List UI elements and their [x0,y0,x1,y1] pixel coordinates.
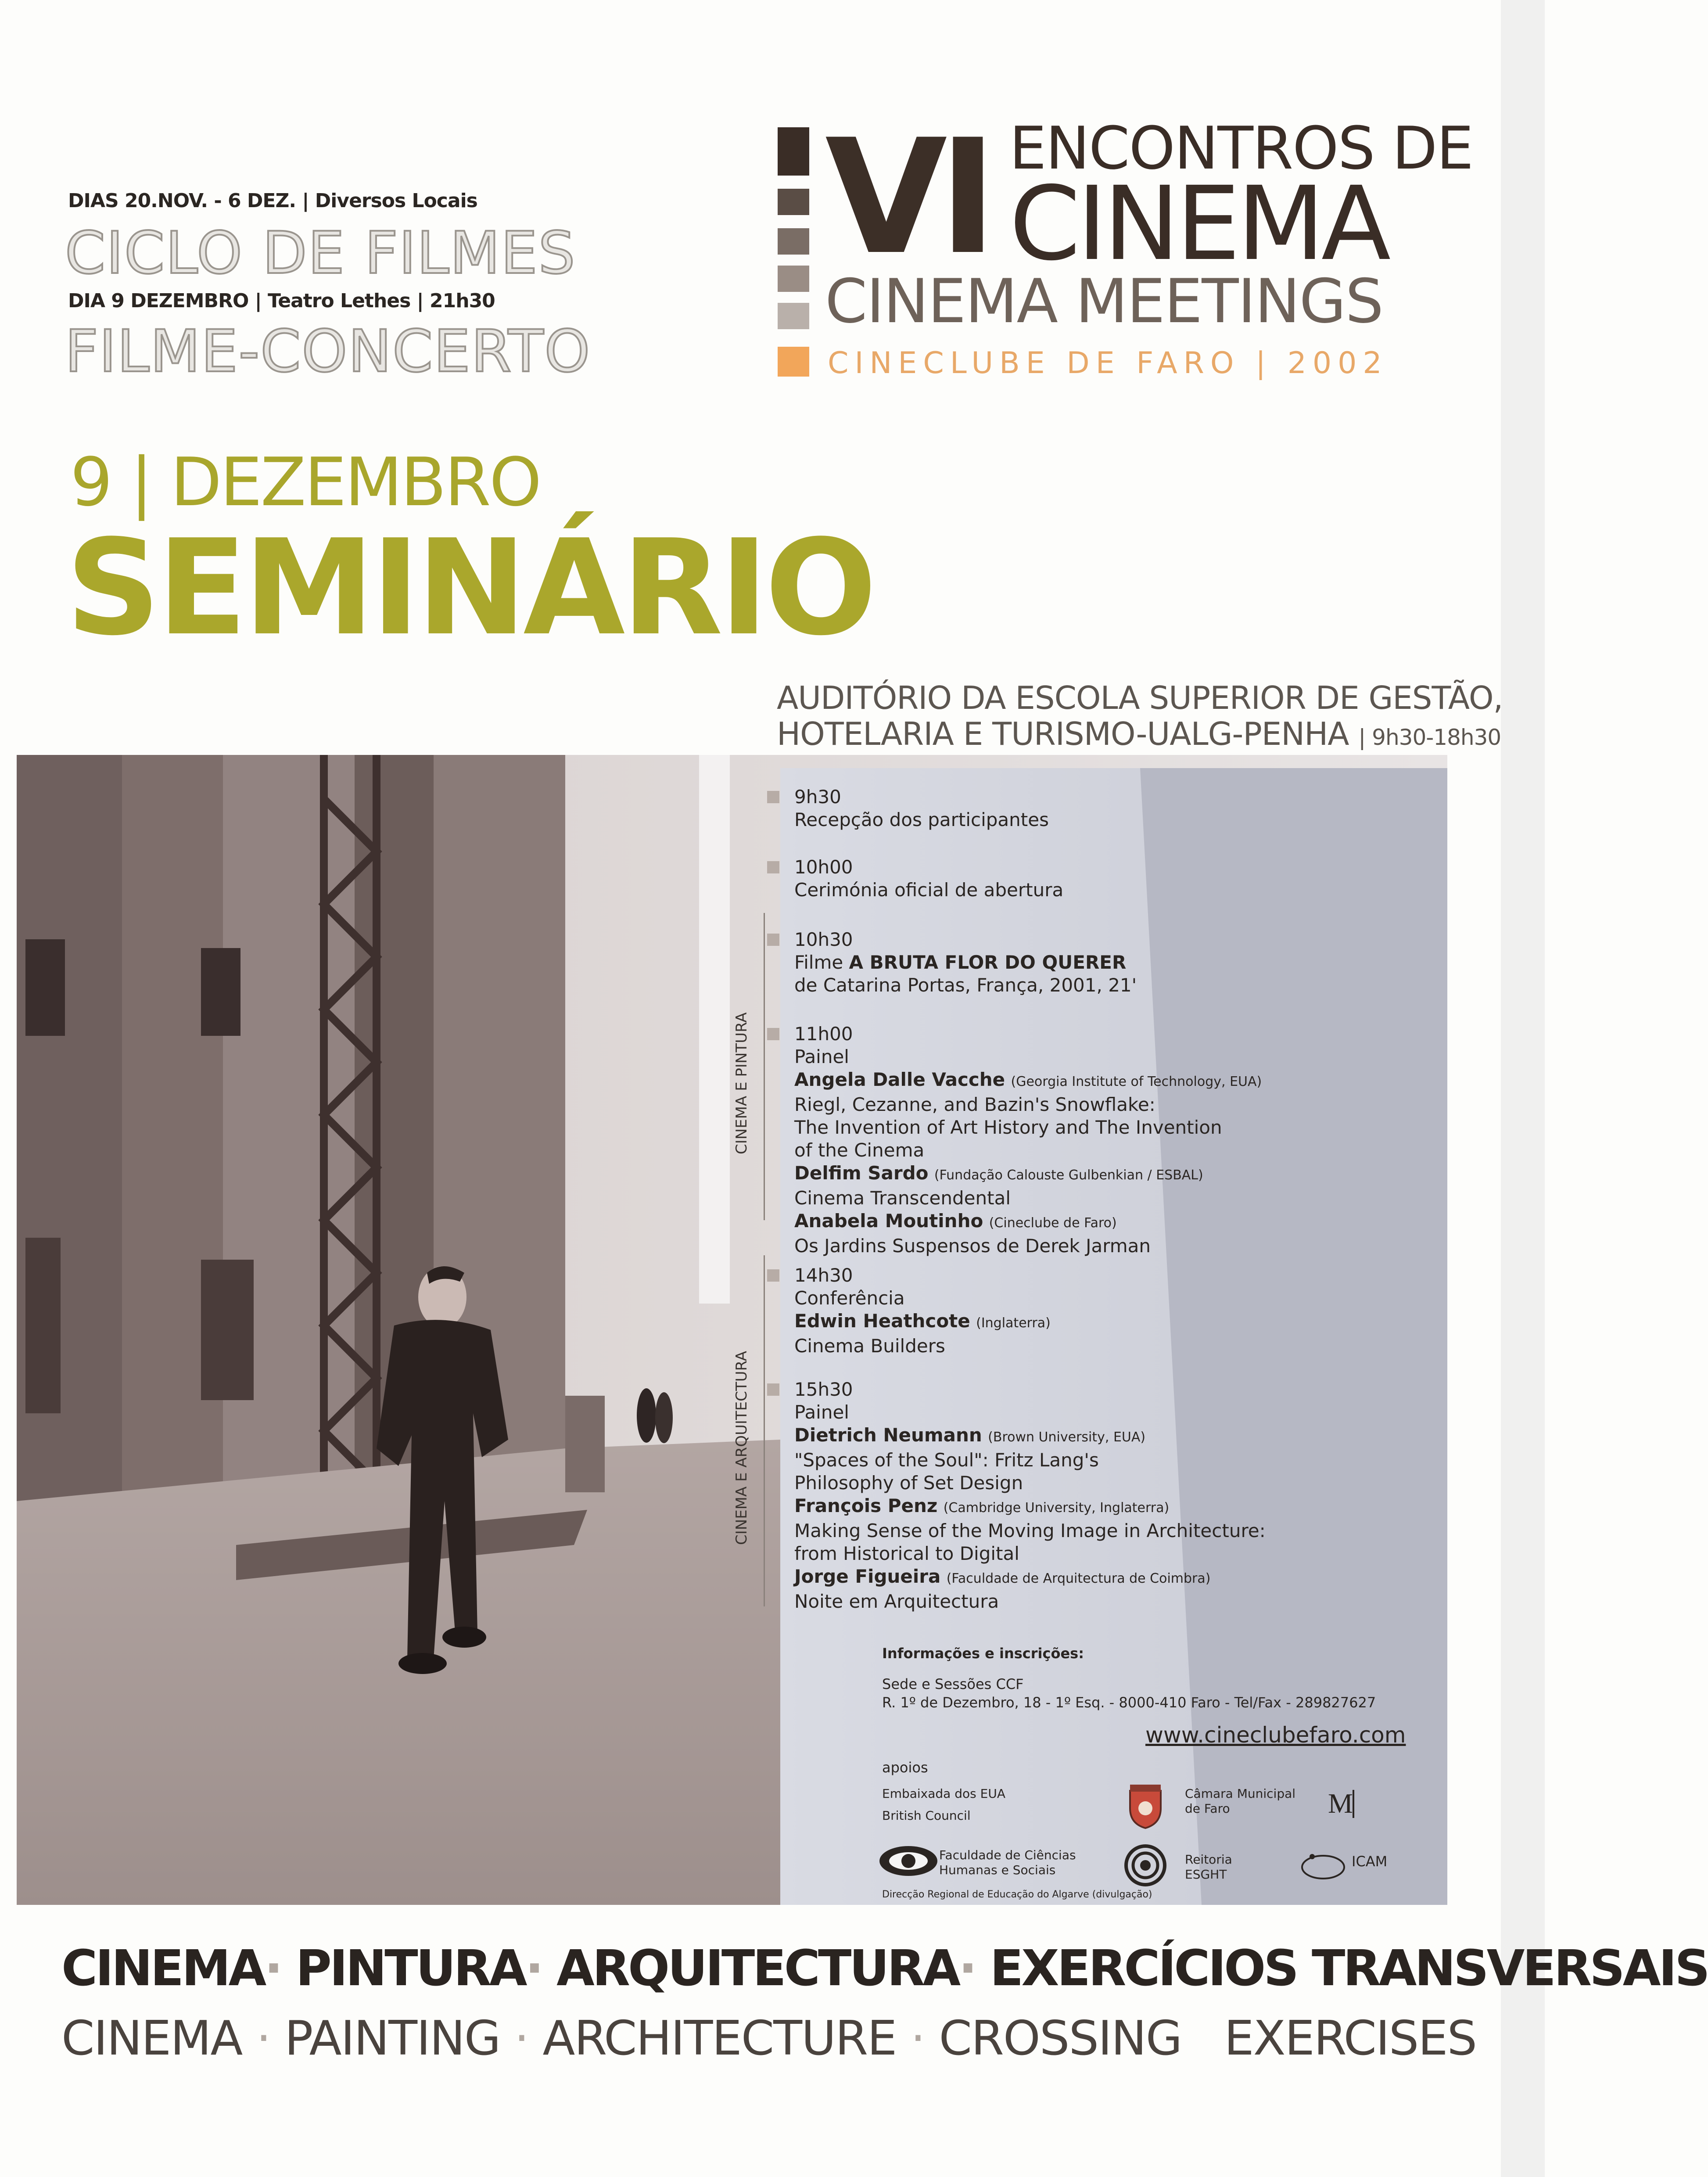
sponsors-label: apoios [882,1759,928,1776]
sponsor-camara-line2: de Faro [1185,1801,1230,1816]
footer-themes-pt [61,1940,1708,1997]
program-item [794,1023,1262,1257]
section-divider [764,913,765,1220]
footer-theme: PAINTING [284,2011,500,2066]
program-item [794,928,1137,997]
logo-square [778,303,809,329]
info-label: Informações e inscrições: [882,1645,1084,1662]
talk-title: Cinema Builders [794,1335,945,1357]
sponsor-icam: ICAM [1352,1853,1388,1870]
speaker-name: Dietrich Neumann [794,1424,982,1446]
venue-line-2 [777,715,1501,752]
bullet-square-icon [767,861,779,873]
esght-swirl-icon [1123,1843,1167,1887]
item-type: Painel [794,1401,849,1423]
footer-theme: CROSSING [939,2011,1182,2066]
item-text: Filme [794,952,849,973]
speaker-affiliation: (Fundação Calouste Gulbenkian / ESBAL) [934,1168,1203,1183]
talk-title: Noite em Arquitectura [794,1591,999,1612]
speaker-affiliation: (Faculdade de Arquitectura de Coimbra) [946,1571,1211,1586]
sponsor-fcsh-line2: Humanas e Sociais [939,1863,1056,1877]
venue-time: | 9h30-18h30 [1358,725,1501,750]
talk-title: of the Cinema [794,1139,925,1161]
logo-cineclube: CINECLUBE DE FARO | 2002 [828,346,1388,381]
logo-meetings: CINEMA MEETINGS [825,266,1383,337]
program-item [794,856,1063,902]
speaker-affiliation: (Georgia Institute of Technology, EUA) [1011,1074,1262,1089]
sponsor-british-council: British Council [882,1808,971,1823]
program-item [794,786,1049,831]
logo-encontros: ENCONTROS DE [1009,114,1473,183]
sponsor-camara-line1: Câmara Municipal [1185,1786,1296,1801]
talk-title: "Spaces of the Soul": Fritz Lang's [794,1449,1099,1471]
footer-separator: · [525,1940,542,1997]
program-item [794,1378,1266,1613]
footer-separator: · [514,2011,529,2066]
concert-title: FILME-CONCERTO [65,318,591,385]
speaker-name: Edwin Heathcote [794,1310,970,1332]
film-cycle-dates: DIAS 20.NOV. - 6 DEZ. | Diversos Locais [68,190,477,212]
ministry-logo-icon [1325,1786,1360,1821]
sponsor-esght-line2: ESGHT [1185,1867,1227,1882]
speaker-affiliation: (Cineclube de Faro) [989,1215,1117,1231]
footer-separator: · [910,2011,925,2066]
item-time: 11h00 [794,1023,853,1045]
talk-title: The Invention of Art History and The Invention [794,1117,1222,1138]
speaker-name: Angela Dalle Vacche [794,1069,1005,1090]
talk-title: Making Sense of the Moving Image in Architecture: [794,1520,1266,1541]
sponsor-esght [1185,1852,1232,1882]
bullet-square-icon [767,1028,779,1040]
logo-cinema: CINEMA [1009,165,1388,283]
bullet-square-icon [767,1269,779,1282]
sponsor-camara [1185,1786,1295,1816]
speaker-name: Anabela Moutinho [794,1210,983,1232]
item-text: Cerimónia oficial de abertura [794,879,1064,901]
logo-square [778,228,809,255]
sponsor-dre-algarve: Direcção Regional de Educação do Algarve (divulgação) [882,1889,1152,1900]
sponsor-fcsh-line1: Faculdade de Ciências [939,1848,1076,1862]
speaker-name: Delfim Sardo [794,1162,929,1184]
svg-text:M: M [1328,1788,1353,1819]
bullet-square-icon [767,1383,779,1396]
speaker-name: Jorge Figueira [794,1566,941,1587]
item-time: 15h30 [794,1379,853,1400]
item-time: 9h30 [794,786,841,808]
logo-square [778,347,809,377]
icam-logo-icon [1299,1848,1347,1883]
program-item [794,1264,1051,1358]
item-text: de Catarina Portas, França, 2001, 21' [794,974,1137,996]
bullet-square-icon [767,791,779,803]
event-date: 9 | DEZEMBRO [70,443,540,521]
talk-title: Philosophy of Set Design [794,1472,1023,1494]
film-title: A BRUTA FLOR DO QUERER [849,952,1127,973]
footer-themes-en [61,2011,1476,2066]
info-address: R. 1º de Dezembro, 18 - 1º Esq. - 8000-410 Faro - Tel/Fax - 289827627 [882,1694,1376,1711]
event-title: SEMINÁRIO [66,511,874,665]
footer-theme: ARCHITECTURE [542,2011,897,2066]
talk-title: Cinema Transcendental [794,1187,1011,1209]
page-edge-strip [1501,0,1545,2177]
logo-square [778,266,809,292]
item-type: Painel [794,1046,849,1067]
item-type: Conferência [794,1287,905,1309]
sponsor-esght-line1: Reitoria [1185,1852,1232,1867]
footer-theme: PINTURA [295,1940,525,1997]
section-divider [764,1255,765,1606]
footer-theme: CINEMA [61,2011,242,2066]
logo-square [778,127,809,176]
speaker-affiliation: (Cambridge University, Inglaterra) [943,1500,1170,1516]
footer-separator: · [256,2011,271,2066]
logo-numeral: VI [825,105,989,289]
info-line-1: Sede e Sessões CCF [882,1676,1024,1692]
talk-title: from Historical to Digital [794,1543,1019,1564]
speaker-affiliation: (Inglaterra) [976,1315,1051,1331]
footer-separator: · [264,1940,281,1997]
speaker-affiliation: (Brown University, EUA) [988,1430,1146,1445]
speaker-name: François Penz [794,1495,938,1516]
bullet-square-icon [767,934,779,946]
sponsor-fcsh [939,1848,1076,1878]
footer-theme: EXERCISES [1224,2011,1477,2066]
talk-title: Os Jardins Suspensos de Derek Jarman [794,1235,1151,1257]
sponsor-embassy: Embaixada dos EUA [882,1786,1005,1801]
film-cycle-title: CICLO DE FILMES [65,219,576,287]
section-label-cinema-pintura: CINEMA E PINTURA [733,1012,750,1154]
fcsh-eye-icon [878,1843,939,1879]
footer-theme: CINEMA [61,1940,265,1997]
talk-title: Riegl, Cezanne, and Bazin's Snowflake: [794,1094,1155,1115]
footer-theme: EXERCÍCIOS TRANSVERSAIS [990,1940,1708,1997]
section-label-cinema-arquitectura: CINEMA E ARQUITECTURA [733,1351,750,1545]
item-time: 10h00 [794,856,853,878]
footer-theme: ARQUITECTURA [556,1940,959,1997]
item-time: 14h30 [794,1265,853,1286]
concert-date: DIA 9 DEZEMBRO | Teatro Lethes | 21h30 [68,290,495,312]
footer-separator: · [958,1940,975,1997]
item-text: Recepção dos participantes [794,809,1049,830]
faro-coat-of-arms-icon [1123,1782,1167,1830]
venue-name: HOTELARIA E TURISMO-UALG-PENHA [777,715,1349,752]
item-time: 10h30 [794,929,853,950]
venue-line-1: AUDITÓRIO DA ESCOLA SUPERIOR DE GESTÃO, [777,679,1503,716]
logo-square [778,189,809,215]
website-link[interactable]: www.cineclubefaro.com [1145,1722,1406,1748]
